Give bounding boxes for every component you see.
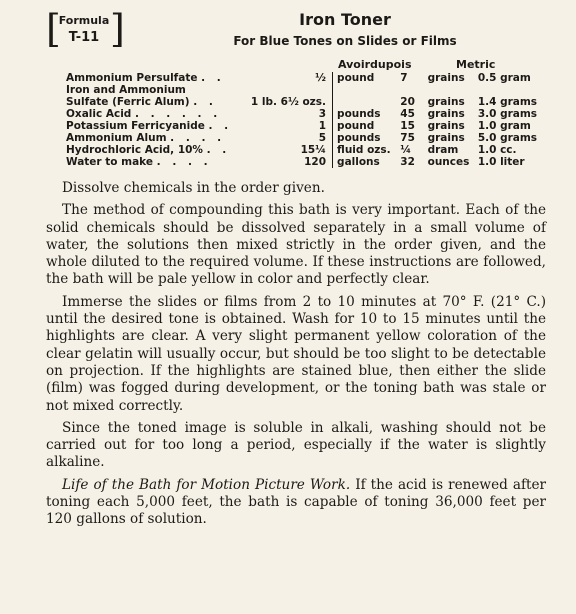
right-bracket: ]: [110, 7, 125, 51]
metric-amount: [478, 84, 546, 96]
page-subtitle: For Blue Tones on Slides or Films: [233, 34, 457, 48]
metric-amount: 5.0 grams: [477, 132, 538, 144]
metric-number: 7: [400, 72, 408, 84]
avoirdupois-unit: [333, 84, 395, 96]
chemical-name-text: Sulfate (Ferric Alum): [66, 96, 190, 108]
chemical-row: [66, 156, 546, 168]
chemical-row: [66, 132, 546, 144]
metric-unit: grains: [427, 120, 465, 132]
metric-amount: 3.0 grams: [477, 108, 538, 120]
metric-number: 15: [400, 120, 415, 132]
avoirdupois-unit: pound: [337, 72, 375, 84]
avoirdupois-quantity: 15¼: [244, 144, 333, 156]
chemicals-table: [66, 72, 546, 168]
formula-code: T-11: [68, 30, 100, 45]
metric-unit: grains: [427, 96, 465, 108]
paragraph-2: The method of compounding this bath is very important. Each of the solid chemicals should be dissolved separately in a small volume of water, the solutions then mixed strictly in the order given, and the whole diluted to the required volume. If these instructions are followed, the bath will be pale yellow in color and perfectly clear.: [46, 202, 546, 288]
formula-box: [46, 7, 125, 51]
metric-unit: grains: [427, 132, 465, 144]
paragraph-3: Immerse the slides or films from 2 to 10 minutes at 70° F. (21° C.) until the desired tone is obtained. Wash for 10 to 15 minutes until the highlights are clear. A very slight permanent yellow coloration of the clear gelatin will usually occur, but should be too slight to be detectable on projection. If the highlights are stained blue, then either the slide (film) was fogged during development, or the toning bath was stale or not mixed correctly.: [46, 293, 546, 414]
avoirdupois-unit: pound: [337, 120, 375, 132]
avoirdupois-quantity: ½: [244, 72, 333, 84]
chemical-name-text: Hydrochloric Acid, 10%: [66, 144, 203, 156]
metric-number: 75: [400, 132, 415, 144]
chemical-row: [66, 144, 546, 156]
leader-dots: . . . . . .: [134, 108, 222, 120]
chemical-name-text: Potassium Ferricyanide: [66, 120, 205, 132]
chemical-name: [66, 72, 244, 84]
chemical-row: [66, 84, 546, 96]
avoirdupois-unit: pounds: [337, 132, 381, 144]
metric-unit: grains: [427, 108, 465, 120]
leader-dots: . .: [193, 96, 217, 108]
left-bracket: [: [46, 7, 61, 51]
metric-amount: 1.0 cc.: [477, 144, 517, 156]
chemical-name-text: Ammonium Persulfate: [66, 72, 198, 84]
avoirdupois-quantity: 120: [244, 156, 333, 168]
chemical-name: [66, 144, 244, 156]
paragraph-5-heading: Life of the Bath for Motion Picture Work.: [62, 476, 351, 493]
chemical-name: [66, 156, 244, 168]
metric-amount: 1.0 liter: [477, 156, 525, 168]
avoirdupois-unit: gallons: [337, 156, 380, 168]
chemical-name-text: Iron and Ammonium: [66, 84, 186, 96]
metric-unit: dram: [427, 144, 459, 156]
leader-dots: . .: [208, 120, 233, 132]
metric-number: 20: [400, 96, 415, 108]
paragraph-5: [46, 477, 546, 529]
avoirdupois-quantity: 1: [244, 120, 333, 132]
leader-dots: . . . .: [170, 132, 226, 144]
avoirdupois-quantity: 5: [244, 132, 333, 144]
metric-unit: ounces: [427, 156, 470, 168]
avoirdupois-quantity: 1 lb. 6½ ozs.: [244, 96, 333, 108]
page-title: Iron Toner: [299, 10, 391, 29]
chemical-name: [66, 108, 244, 120]
avoirdupois-unit: pounds: [337, 108, 381, 120]
chemical-name-text: Oxalic Acid: [66, 108, 132, 120]
metric-header: Metric: [456, 58, 496, 71]
metric-unit: grains: [427, 72, 465, 84]
instructions-text: [46, 180, 546, 529]
chemical-name: [66, 84, 244, 96]
chemical-name: [66, 120, 244, 132]
chemical-name: [66, 96, 244, 108]
avoirdupois-unit: [333, 96, 395, 108]
metric-number: 45: [400, 108, 415, 120]
metric-amount: 0.5 gram: [477, 72, 531, 84]
formula-label: Formula: [58, 14, 110, 27]
chemical-row: [66, 120, 546, 132]
chemical-name: [66, 132, 244, 144]
metric-number: 32: [400, 156, 415, 168]
metric-amount: 1.4 grams: [477, 96, 538, 108]
paragraph-1: Dissolve chemicals in the order given.: [62, 180, 325, 196]
avoirdupois-unit: fluid ozs.: [337, 144, 391, 156]
avoirdupois-quantity: 3: [244, 108, 333, 120]
chemical-name-text: Ammonium Alum: [66, 132, 167, 144]
paragraph-4: Since the toned image is soluble in alkali, washing should not be carried out for too long a period, especially if the water is slightly alkaline.: [46, 419, 546, 471]
avoirdupois-quantity: [244, 84, 333, 96]
avoirdupois-header: Avoirdupois: [338, 58, 412, 71]
leader-dots: . .: [206, 144, 231, 156]
leader-dots: . . . .: [156, 156, 212, 168]
metric-number: ¼: [400, 144, 412, 156]
metric-unit: [428, 84, 478, 96]
chemical-row: [66, 72, 546, 84]
metric-amount: 1.0 gram: [477, 120, 531, 132]
metric-number: [394, 84, 427, 96]
leader-dots: . .: [201, 72, 225, 84]
paragraph-5-text: If the acid is renewed after toning each 5,000 feet, the bath is capable of toning 36,000 feet per 120 gallons of solution.: [46, 476, 546, 528]
chemical-row: [66, 108, 546, 120]
chemical-name-text: Water to make: [66, 156, 154, 168]
chemical-row: [66, 96, 546, 108]
